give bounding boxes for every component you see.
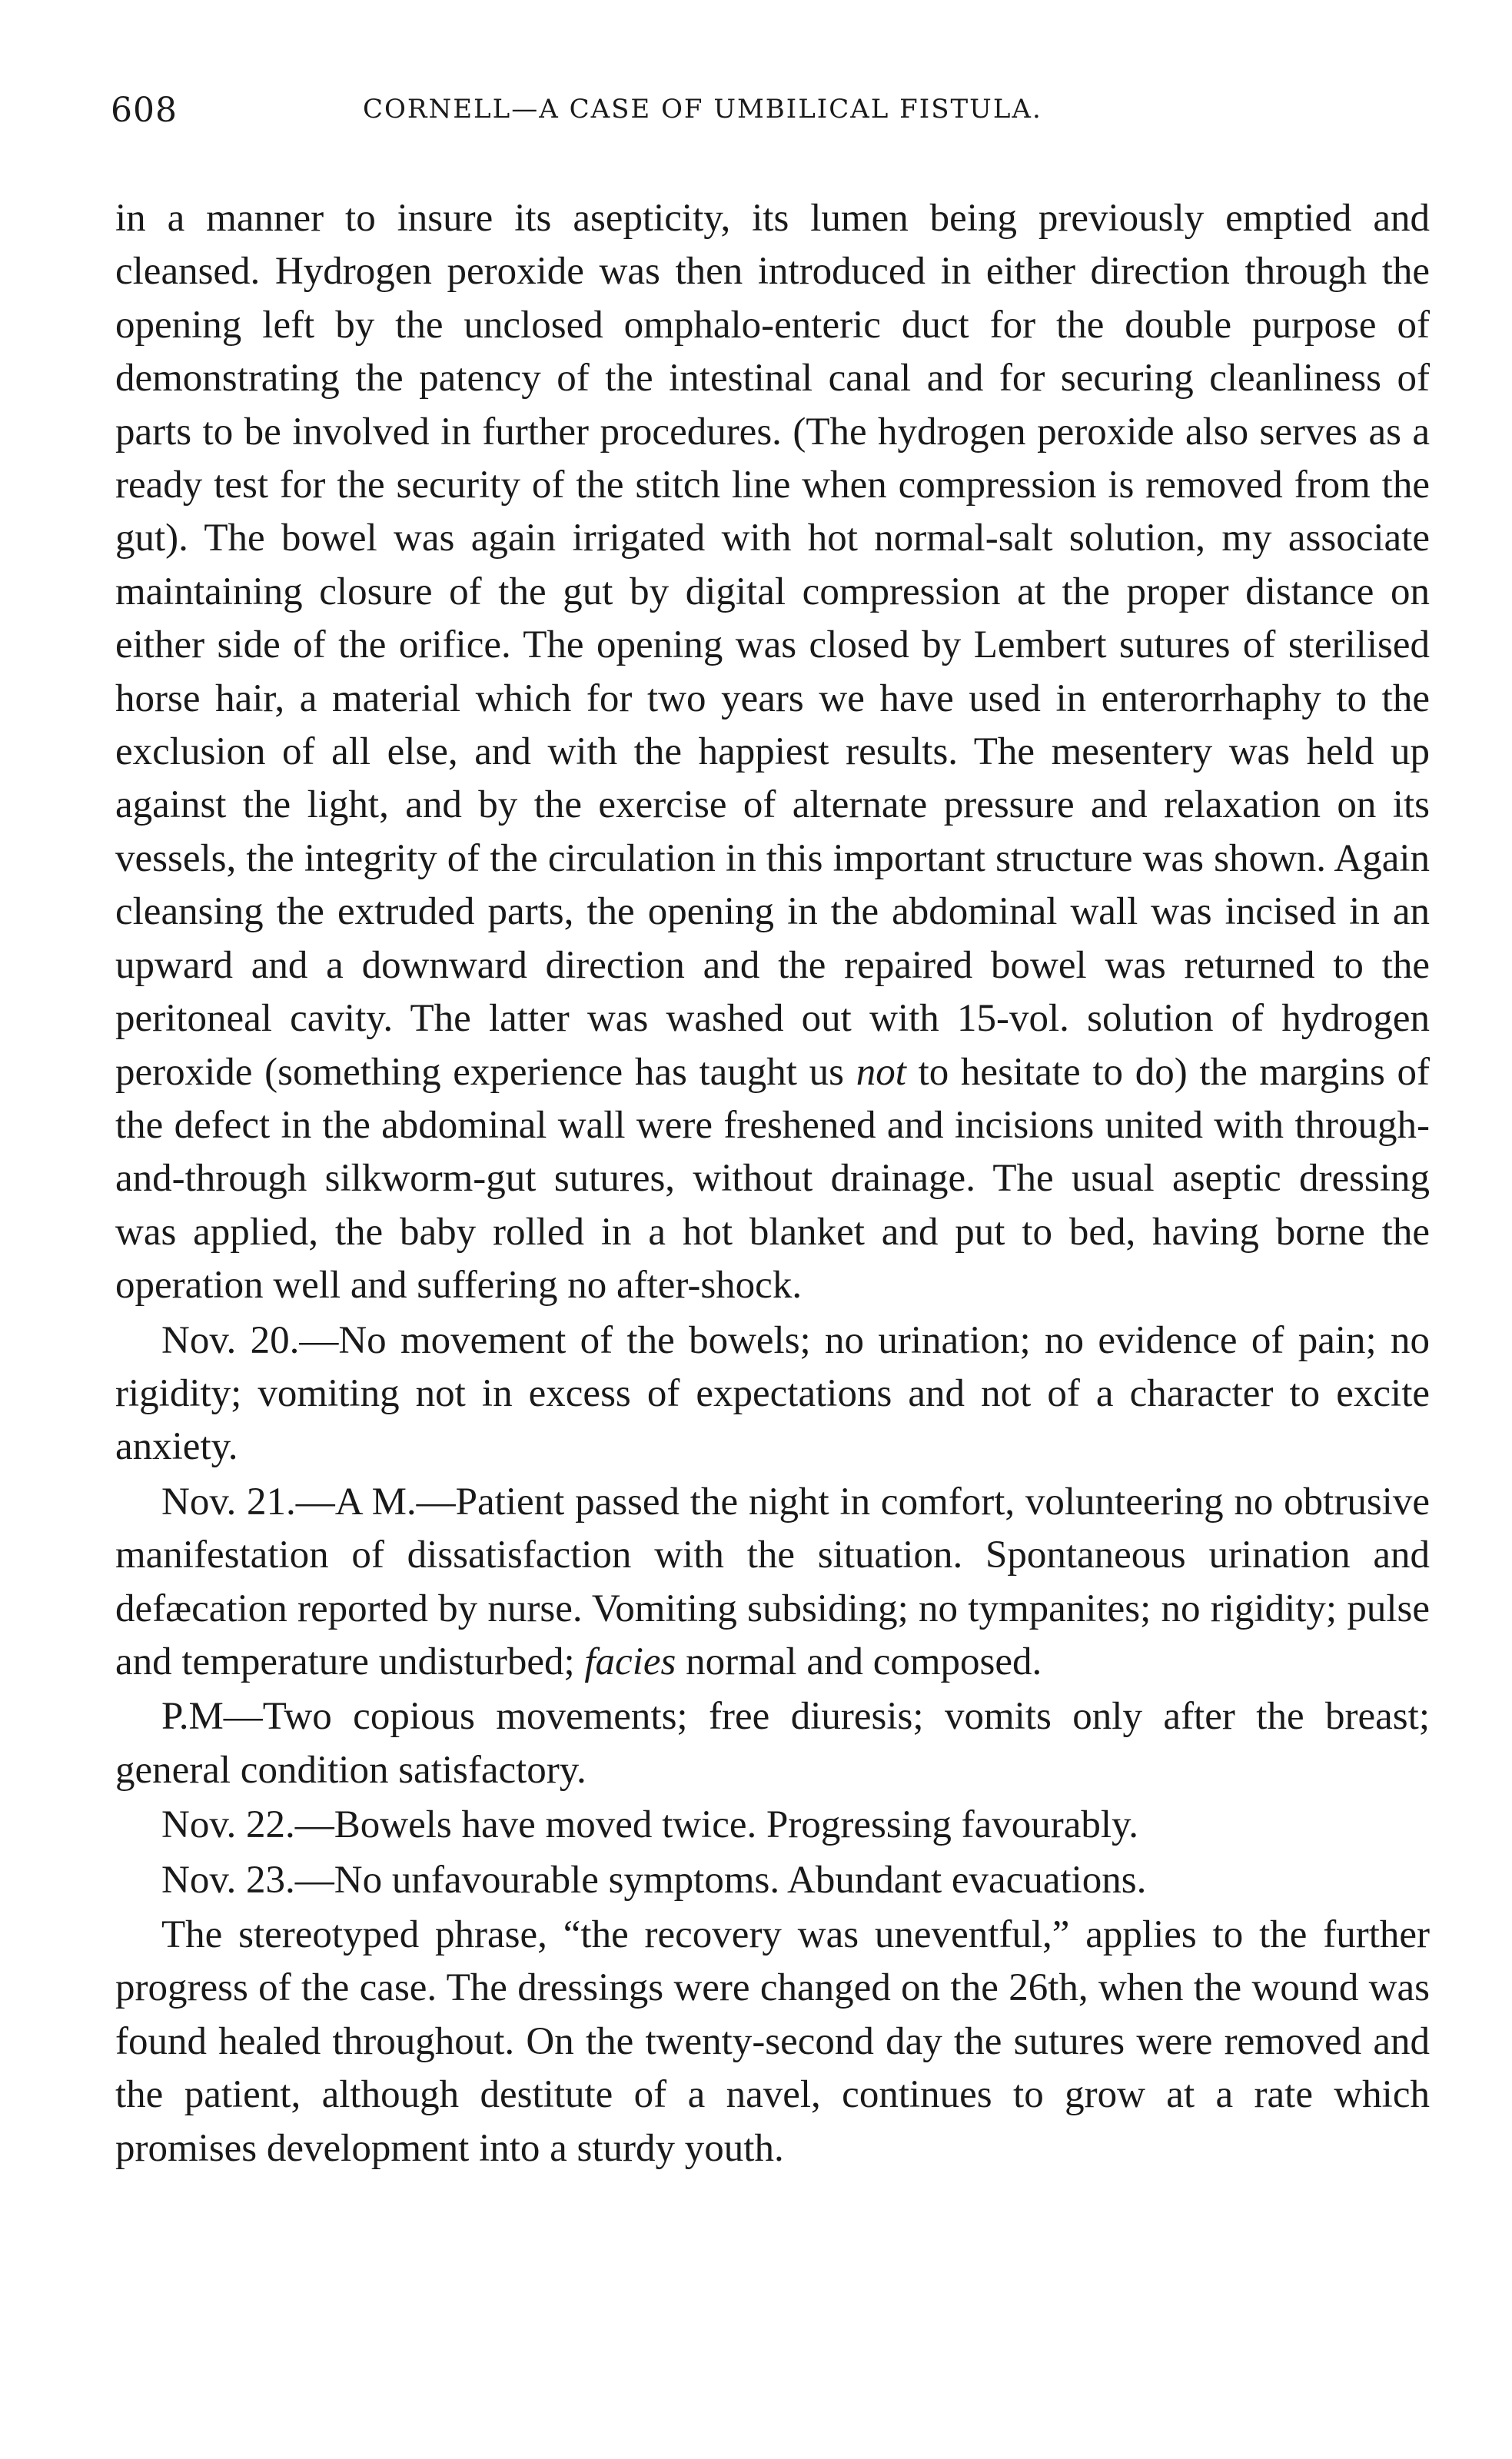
paragraph-nov-22: Nov. 22.—Bowels have moved twice. Progressing favourably. [161, 1803, 1138, 1847]
paragraph-nov-20: Nov. 20.—No movement of the bowels; no urination; no evidence of pain; no rigidity; vomiting not in excess of expectations and not of a character to excite anxiety. [115, 1318, 1430, 1469]
paragraph-nov-21-am [115, 1476, 1430, 1690]
paragraph-text: normal and composed. [676, 1640, 1042, 1683]
running-title: CORNELL—A CASE OF UMBILICAL FISTULA. [363, 94, 1042, 125]
page-number: 608 [111, 91, 178, 130]
paragraph-nov-21-pm: P.M—Two copious movements; free diuresis; vomits only after the breast; general condition satisfactory. [115, 1695, 1430, 1792]
running-head [111, 91, 1430, 145]
paragraph-text: Nov. 21.—A M.—Patient passed the night in comfort, volunteering no obtrusive manifestation of dissatisfaction with the situation. Spontaneous urination and defæcation reported by nurse. Vomiting subsiding; no tympanites; no rigidity; pulse and temperature undisturbed; [115, 1480, 1430, 1683]
paragraph-conclusion: The stereotyped phrase, “the recovery was uneventful,” applies to the further progress of the case. The dressings were changed on the 26th, when the wound was found healed throughout. On the twenty-second day the sutures were removed and the patient, although destitute of a navel, continues to grow at a rate which promises development into a sturdy youth. [115, 1913, 1430, 2170]
article-body [115, 192, 1430, 2175]
paragraph-text: in a manner to insure its asepticity, its lumen being previously emptied and cleansed. Hydrogen peroxide was then introduced in either direction through the opening left by the unclosed omphalo-enteric duct for the double purpose of demonstrating the patency of the intestinal canal and for securing cleanliness of parts to be involved in further procedures. (The hydrogen peroxide also serves as a ready test for the security of the stitch line when compression is removed from the gut). The bowel was again irrigated with hot normal-salt solution, my associate maintaining closure of the gut by digital compression at the proper distance on either side of the orifice. The opening was closed by Lembert sutures of sterilised horse hair, a material which for two years we have used in enterorrhaphy to the exclusion of all else, and with the happiest results. The mesentery was held up against the light, and by the exercise of alternate pressure and relaxation on its vessels, the integrity of the circulation in this important structure was shown. Again cleansing the extruded parts, the opening in the abdominal wall was incised in an upward and a downward direction and the repaired bowel was returned to the peritoneal cavity. The latter was washed out with 15-vol. solution of hydrogen peroxide (something experience has taught us [115, 197, 1430, 1094]
paragraph-text: to hesitate to do) the margins of the defect in the abdominal wall were freshened and incisions united with through-and-through silkworm-gut sutures, without drainage. The usual aseptic dressing was applied, the baby rolled in a hot blanket and put to bed, having borne the operation well and suffering no after-shock. [115, 1050, 1430, 1308]
paragraph-operation-continued [115, 192, 1430, 1313]
paragraph-nov-23: Nov. 23.—No unfavourable symptoms. Abundant evacuations. [161, 1858, 1147, 1902]
emphasis-not: not [856, 1050, 906, 1094]
emphasis-facies: facies [584, 1640, 676, 1683]
page [111, 91, 1430, 2175]
